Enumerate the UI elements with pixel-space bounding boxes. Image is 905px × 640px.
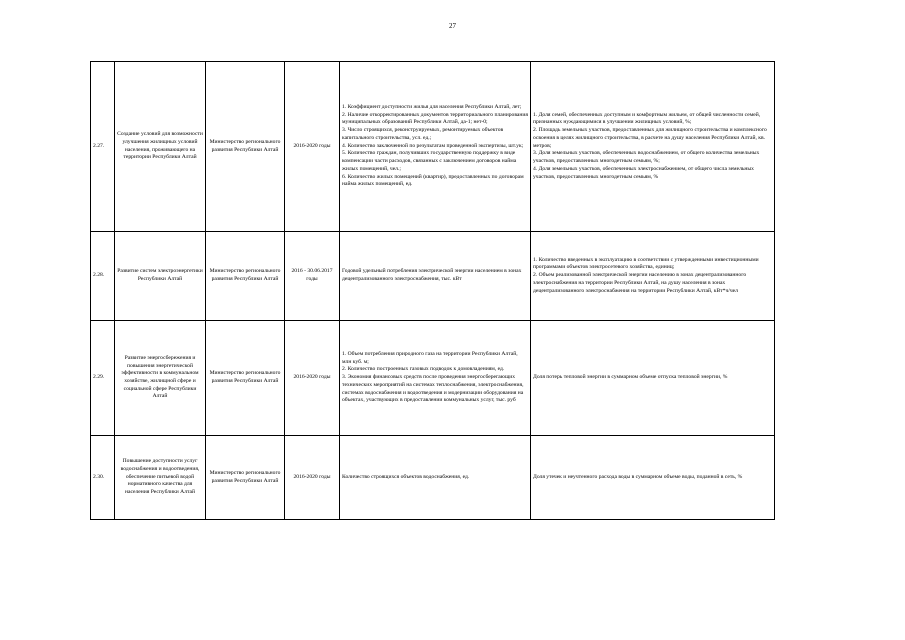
executor: Министерство регионального развития Республики Алтай: [206, 321, 285, 436]
indicator-line: 2. Площадь земельных участков, предоставленных для жилищного строительства и комплексного освоения в целях жилищного строительства, в расчете на душу населения Республики Алтай, кв. метров;: [533, 127, 767, 149]
indicator-line: 5. Количество граждан, получивших государственную поддержку в виде компенсации части расходов, связанных с заключением договоров найма жилых помещений, чел.;: [342, 150, 517, 172]
indicator-line: 3. Доля земельных участков, обеспеченных водоснабжением, от общего количества земельных участков, предоставленных многодетным семьям, %;: [533, 150, 760, 165]
activity-indicators: [340, 436, 531, 520]
activity-indicators: [340, 321, 531, 436]
indicator-line: 4. Количество заключенной по результатам проведенной экспертизы, шт.ук;: [342, 142, 524, 149]
period: 2016-2020 годы: [285, 62, 340, 232]
indicator-line: Доля потерь тепловой энергии в суммарном объеме отпуска тепловой энергии, %: [533, 374, 728, 381]
goal-indicators: [531, 321, 775, 436]
indicator-line: 2. Наличие откорректированных документов территориального планирования муниципальных образований Республики Алтай, да-1; нет-0;: [342, 111, 528, 126]
table-row: [91, 62, 775, 232]
table-row: [91, 436, 775, 520]
activity-indicators: [340, 232, 531, 321]
indicator-line: 4. Доля земельных участков, обеспеченных электроснабжением, от общего числа земельных участков, предоставленных многодетным семьям, %: [533, 165, 754, 180]
indicator-line: 3. Число строящихся, реконструируемых, ремонтируемых объектов капитального строительства, усл. ед.;: [342, 127, 504, 141]
indicator-line: 1. Коэффициент доступности жилья для населения Республики Алтай, лет;: [342, 104, 522, 111]
indicator-line: 1. Количество введенных в эксплуатацию в соответствии с утвержденными инвестиционными программами объектов электросетевого хозяйства, единиц;: [533, 256, 759, 271]
indicator-line: Количество строящихся объектов водоснабжения, ед.: [342, 473, 470, 480]
table-row: [91, 232, 775, 321]
indicator-line: 6. Количество жилых помещений (квартир), предоставленных по договорам найма жилых помещений, ед.: [342, 173, 524, 188]
task-name: Развитие систем электроэнергетики Республики Алтай: [115, 232, 206, 321]
period: 2016-2020 годы: [285, 436, 340, 520]
executor: Министерство регионального развития Республики Алтай: [206, 62, 285, 232]
table-row: [91, 321, 775, 436]
indicator-line: 3. Экономия финансовых средств после проведения энергосберегающих технических мероприятий на системах теплоснабжения, электроснабжения, системах водоснабжения и водоотведения и модернизации оборудования на объектах, участвующих в предоставлении коммунальных услуг, тыс. руб: [342, 374, 524, 404]
row-number: 2.27.: [91, 62, 115, 232]
page-number: 27: [449, 22, 456, 30]
task-name: Повышение доступности услуг водоснабжения и водоотведения, обеспечение питьевой водой нормативного качества для населения Республики Алтай: [115, 436, 206, 520]
period: 2016-2020 годы: [285, 321, 340, 436]
activity-indicators: [340, 62, 531, 232]
indicator-line: 2. Объем реализованной электрической энергии населению в зонах децентрализованного электроснабжения на территории Республики Алтай, на душу населения в зонах децентрализованного электроснабжения на территории Республики Алтай, кВт*ч/чел: [533, 272, 747, 294]
task-name: Создание условий для возможности улучшения жилищных условий населения, проживающего на территории Республики Алтай: [115, 62, 206, 232]
goal-indicators: [531, 436, 775, 520]
goal-indicators: [531, 62, 775, 232]
row-number: 2.28.: [91, 232, 115, 321]
row-number: 2.30.: [91, 436, 115, 520]
executor: Министерство регионального развития Республики Алтай: [206, 436, 285, 520]
indicator-line: 1. Объем потребления природного газа на территории Республики Алтай, млн куб. м;: [342, 350, 518, 365]
indicator-line: Годовой удельный потребления электрической энергии населением в зонах децентрализованного электроснабжения, тыс. кВт: [342, 268, 522, 282]
program-table: [90, 61, 775, 520]
row-number: 2.29.: [91, 321, 115, 436]
period: 2016 - 30.06.2017 годы: [285, 232, 340, 321]
indicator-line: 2. Количество построенных газовых подводок к домовладениям, ед.: [342, 366, 505, 373]
indicator-line: Доля утечек и неучтенного расхода воды в суммарном объеме воды, поданной в сеть, %: [533, 473, 743, 480]
task-name: Развитие энергосбережения и повышения энергетической эффективности в коммунальном хозяйстве, жилищной сфере и социальной сфере Республики Алтай: [115, 321, 206, 436]
goal-indicators: [531, 232, 775, 321]
executor: Министерство регионального развития Республики Алтай: [206, 232, 285, 321]
indicator-line: 1. Доля семей, обеспеченных доступным и комфортным жильем, от общей численности семей, признанных нуждающимися в улучшении жилищных условий, %;: [533, 111, 761, 126]
